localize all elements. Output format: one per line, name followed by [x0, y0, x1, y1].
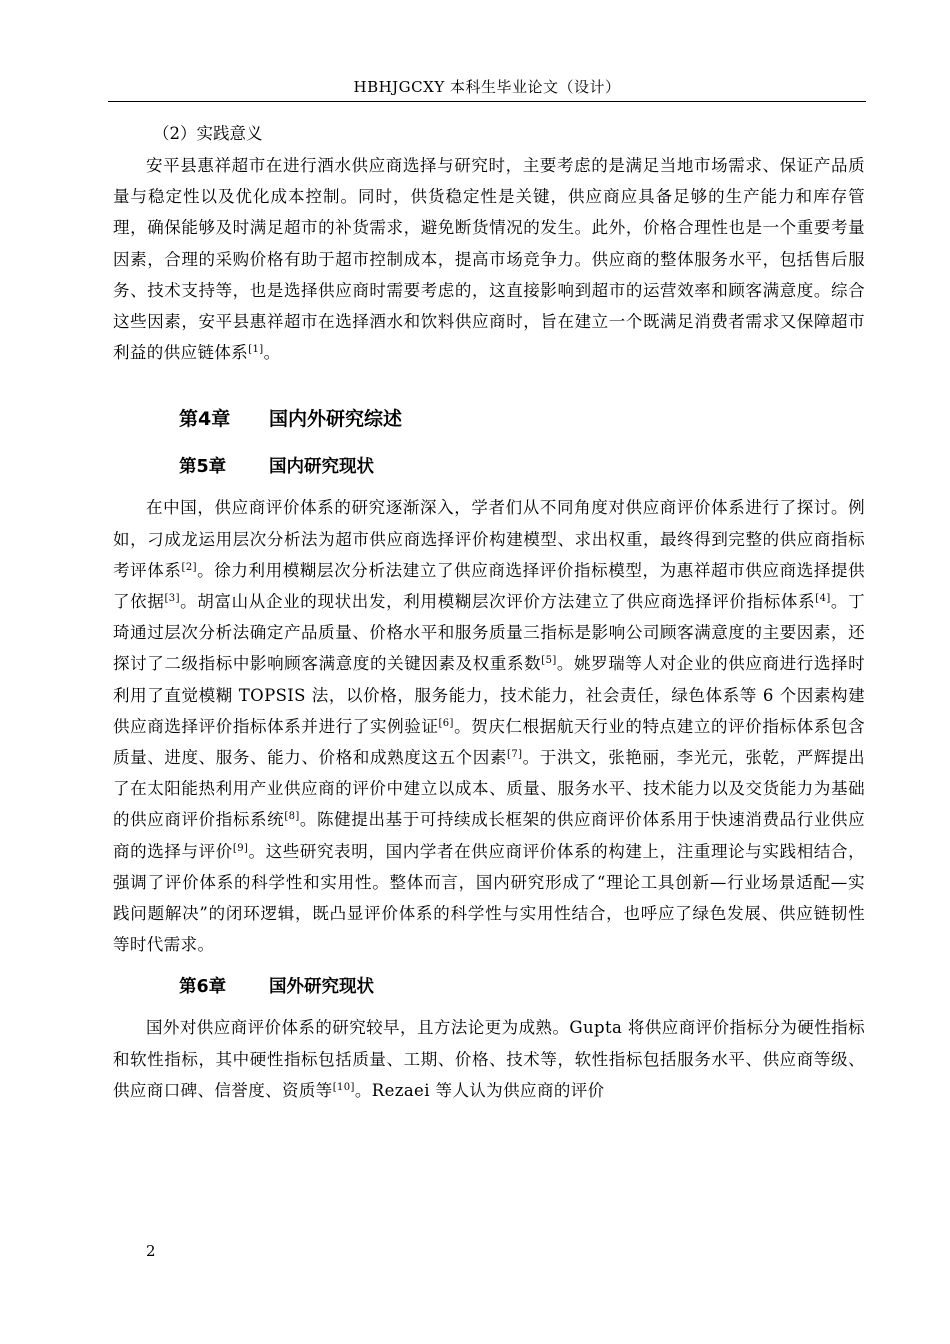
chapter-title: 国外研究现状 [269, 977, 374, 998]
citation-ref: [2] [181, 561, 197, 573]
text-segment: 。贺庆仁根据航天行业的特点建立的评价指标体系包含质量、进度、服务、能力、价格和成熟度这五个因素 [113, 716, 865, 768]
chapter-title: 国内外研究综述 [269, 408, 403, 431]
text-segment: 。徐力利用模糊层次分析法建立了供应商选择评价指标模型，为惠祥超市供应商选择提供了依据 [113, 560, 865, 612]
chapter-number: 第4章 [179, 408, 231, 431]
page-number: 2 [146, 1242, 156, 1260]
paragraph-end: 。 [263, 343, 281, 363]
text-segment: 。这些研究表明，国内学者在供应商评价体系的构建上，注重理论与实践相结合，强调了评价体系的科学性和实用性。整体而言，国内研究形成了“理论工具创新—行业场景适配—实践问题解决”的闭环逻辑，既凸显评价体系的科学性与实用性结合，也呼应了绿色发展、供应链韧性等时代需求。 [113, 841, 865, 955]
text-segment: 。于洪文，张艳丽，李光元，张乾，严辉提出了在太阳能热利用产业供应商的评价中建立以成本、质量、服务水平、技术能力以及交货能力为基础的供应商评价指标系统 [113, 748, 866, 830]
paragraph-foreign-research [113, 1012, 865, 1106]
paragraph-text: 安平县惠祥超市在进行酒水供应商选择与研究时，主要考虑的是满足当地市场需求、保证产品质量与稳定性以及优化成本控制。同时，供货稳定性是关键，供应商应具备足够的生产能力和库存管理，确保能够及时满足超市的补货需求，避免断货情况的发生。此外，价格合理性也是一个重要考量因素，合理的采购价格有助于超市控制成本，提高市场竞争力。供应商的整体服务水平，包括售后服务、技术支持等，也是选择供应商时需要考虑的，这直接影响到超市的运营效率和顾客满意度。综合这些因素，安平县惠祥超市在选择酒水和饮料供应商时，旨在建立一个既满足消费者需求又保障超市利益的供应链体系 [113, 156, 865, 363]
citation-ref: [7] [507, 749, 523, 761]
text-segment: 。胡富山从企业的现状出发，利用模糊层次评价方法建立了供应商选择评价指标体系 [179, 592, 816, 612]
citation-ref: [4] [815, 593, 831, 605]
citation-ref: [1] [248, 344, 264, 356]
citation-ref: [6] [438, 717, 454, 729]
text-segment: 在中国，供应商评价体系的研究逐渐深入，学者们从不同角度对供应商评价体系进行了探讨。例如，刁成龙运用层次分析法为超市供应商选择评价构建模型、求出权重，最终得到完整的供应商指标考评体系 [113, 498, 865, 580]
chapter-title: 国内研究现状 [269, 457, 374, 478]
citation-ref: [10] [332, 1081, 355, 1093]
citation-ref: [5] [541, 655, 557, 667]
document-header: HBHJGCXY 本科生毕业论文（设计） [353, 78, 621, 96]
text-segment: 。陈健提出基于可持续成长框架的供应商评价体系用于快速消费品行业供应商的选择与评价 [113, 810, 866, 861]
chapter-4-heading [179, 404, 865, 434]
chapter-number: 第6章 [179, 977, 227, 998]
text-segment: 。Rezaei 等人认为供应商的评价 [354, 1080, 605, 1100]
text-segment: 国外对供应商评价体系的研究较早，且方法论更为成熟。Gupta 将供应商评价指标分为硬性指标和软性指标，其中硬性指标包括质量、工期、价格、技术等，软性指标包括服务水平、供应商等级、供应商口碑、信誉度、资质等 [113, 1018, 865, 1100]
text-segment: 。姚罗瑞等人对企业的供应商进行选择时利用了直觉模糊 TOPSIS 法，以价格，服务能力，技术能力，社会责任，绿色体系等 6 个因素构建供应商选择评价指标体系并进行了实例验证 [113, 654, 866, 736]
subheading-practice-significance: （2）实践意义 [153, 124, 263, 143]
paragraph-domestic-research [113, 492, 865, 960]
citation-ref: [3] [164, 593, 180, 605]
chapter-number: 第5章 [179, 457, 227, 478]
chapter-5-heading [179, 452, 865, 482]
citation-ref: [8] [284, 811, 300, 823]
paragraph-practice [113, 150, 865, 368]
chapter-6-heading [179, 972, 865, 1002]
page-body [113, 118, 865, 1106]
header-rule [108, 101, 866, 102]
citation-ref: [9] [232, 842, 249, 854]
text-segment: 。丁琦通过层次分析法确定产品质量、价格水平和服务质量三指标是影响公司顾客满意度的主要因素，还探讨了二级指标中影响顾客满意度的关键因素及权重系数 [113, 592, 865, 674]
